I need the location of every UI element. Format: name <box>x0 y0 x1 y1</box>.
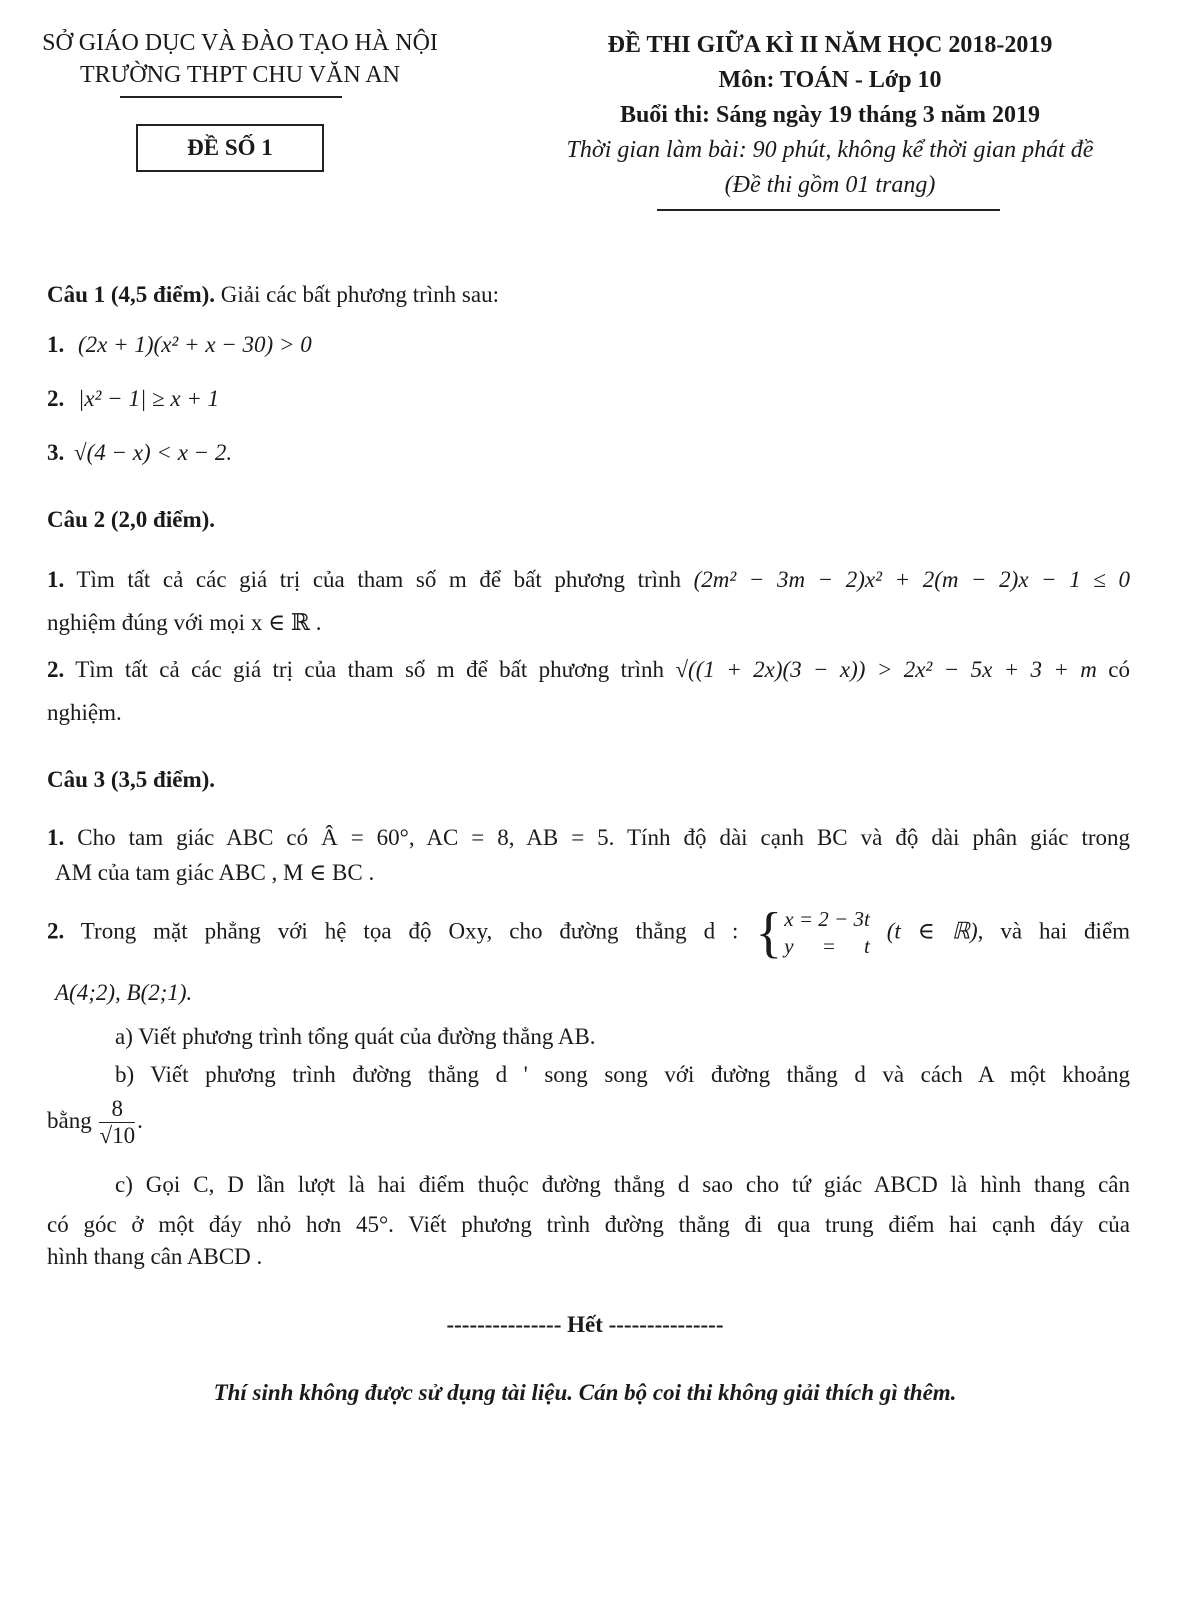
q3-part2-c-line3: hình thang cân ABCD . <box>47 1244 263 1269</box>
system-equation: x = 2 − 3t <box>784 907 870 931</box>
q1-title: Câu 1 (4,5 điểm). <box>47 282 216 307</box>
q1-heading <box>47 282 1130 308</box>
q3-part2-c-line2: có góc ở một đáy nhỏ hơn 45°. Viết phương trình đường thẳng đi qua trung điểm hai cạnh đáy của <box>47 1212 1130 1237</box>
q3-part2-b-line1: b) Viết phương trình đường thẳng d ' song song với đường thẳng d và cách A một khoảng <box>115 1062 1130 1087</box>
part-number: 1. <box>47 567 65 592</box>
q1-item <box>47 386 1130 412</box>
part-expression: (2m² − 3m − 2)x² + 2(m − 2)x − 1 ≤ 0 <box>693 567 1130 592</box>
brace-icon: { <box>755 902 783 964</box>
part-expression: √((1 + 2x)(3 − x)) > 2x² − 5x + 3 + m <box>675 657 1097 682</box>
exam-session: Buổi thi: Sáng ngày 19 tháng 3 năm 2019 <box>619 102 1041 128</box>
school-name: TRƯỜNG THPT CHU VĂN AN <box>80 62 400 88</box>
q1-prompt: Giải các bất phương trình sau: <box>220 282 499 307</box>
q3-part2-a: a) Viết phương trình tổng quát của đường thẳng AB. <box>115 1024 596 1049</box>
q3-part2-line2: A(4;2), B(2;1). <box>55 980 193 1005</box>
fraction-8-over-sqrt10 <box>99 1096 135 1149</box>
part-number: 2. <box>47 657 65 682</box>
q1-item <box>47 332 1130 358</box>
header-right-underline <box>657 209 1000 211</box>
q2-part1-line2: nghiệm đúng với mọi x ∈ ℝ . <box>47 610 322 635</box>
fraction-denominator: √10 <box>99 1123 136 1148</box>
q3-part2-c-line1: c) Gọi C, D lần lượt là hai điểm thuộc đường thẳng d sao cho tứ giác ABCD là hình thang cân <box>115 1172 1130 1197</box>
exam-pages: (Đề thi gồm 01 trang) <box>724 172 936 198</box>
item-expression: |x² − 1| ≥ x + 1 <box>78 386 220 411</box>
item-number: 1. <box>47 332 65 357</box>
q3-part1-line2: AM của tam giác ABC , M ∈ BC . <box>55 860 375 885</box>
part-text: bằng <box>47 1107 92 1133</box>
q3-title: Câu 3 (3,5 điểm). <box>47 767 216 792</box>
exam-duration: Thời gian làm bài: 90 phút, không kể thời gian phát đề <box>566 137 1094 163</box>
parameter-domain: (t ∈ ℝ), <box>886 918 984 944</box>
exam-title: ĐỀ THI GIỮA KÌ II NĂM HỌC 2018-2019 <box>607 32 1053 58</box>
school-underline <box>120 96 342 98</box>
item-expression: √(4 − x) < x − 2. <box>74 440 233 465</box>
item-expression: (2x + 1)(x² + x − 30) > 0 <box>78 332 312 357</box>
q1-item <box>47 440 1130 466</box>
part-text: Tìm tất cả các giá trị của tham số m để bất phương trình <box>76 567 682 592</box>
part-text-tail: có <box>1108 657 1131 682</box>
department-name: SỞ GIÁO DỤC VÀ ĐÀO TẠO HÀ NỘI <box>42 30 438 56</box>
q2-part2-line1 <box>47 657 1130 683</box>
q3-part2-b-line2 <box>47 1096 1130 1149</box>
exam-code: ĐỀ SỐ 1 <box>187 135 273 160</box>
part-text: Tìm tất cả các giá trị của tham số m để bất phương trình <box>75 657 665 682</box>
system-equation: y = t <box>784 934 870 958</box>
fraction-numerator: 8 <box>99 1096 135 1123</box>
footer-note: Thí sinh không được sử dụng tài liệu. Cán bộ coi thi không giải thích gì thêm. <box>213 1380 957 1405</box>
sentence-period: . <box>137 1107 143 1133</box>
part-text: Trong mặt phẳng với hệ tọa độ Oxy, cho đường thẳng d : <box>80 918 739 944</box>
q3-part1-line1 <box>47 825 1130 851</box>
item-number: 3. <box>47 440 65 465</box>
end-marker: --------------- Hết --------------- <box>446 1312 724 1337</box>
q2-part2-line2: nghiệm. <box>47 700 122 725</box>
line-d-parametric-system <box>755 902 870 964</box>
q2-title: Câu 2 (2,0 điểm). <box>47 507 216 532</box>
part-number: 1. <box>47 825 65 850</box>
part-number: 2. <box>47 918 65 944</box>
q3-part2-line1 <box>47 902 1131 964</box>
exam-subject: Môn: TOÁN - Lớp 10 <box>718 67 942 93</box>
part-text-tail: và hai điểm <box>1000 918 1131 944</box>
part-text: Cho tam giác ABC có Â = 60°, AC = 8, AB = 5. Tính độ dài cạnh BC và độ dài phân giác trong <box>77 825 1131 850</box>
exam-code-box <box>136 124 324 172</box>
q2-part1-line1 <box>47 567 1130 593</box>
item-number: 2. <box>47 386 65 411</box>
